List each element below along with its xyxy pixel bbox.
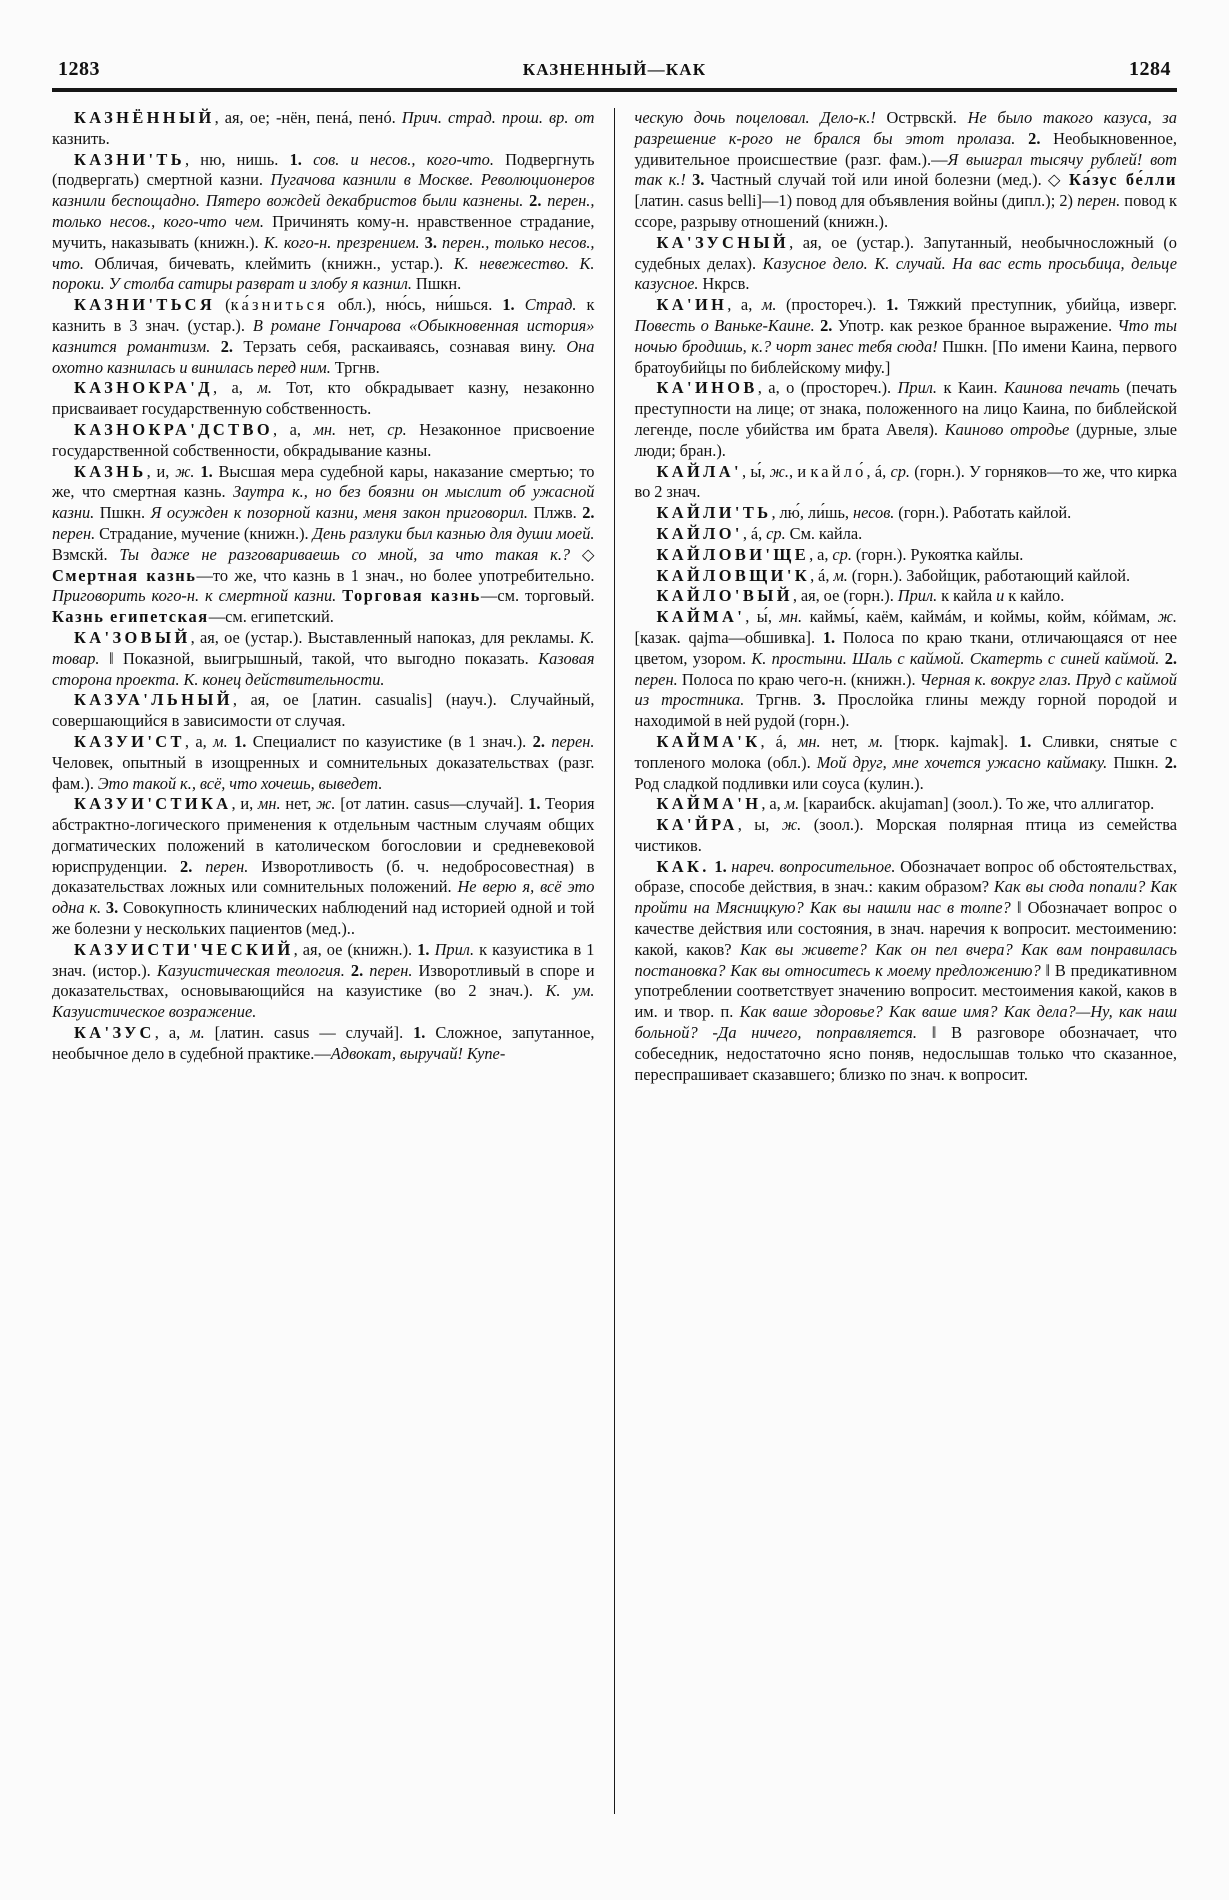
dictionary-entry: КАЗНИ'ТЬСЯ (ка́зниться обл.), ню́сь, ни́шься. 1. Страд. к казнить в 3 знач. (устар.). В романе Гончарова «Обыкновенная история» казнится романтизм. 2. Терзать себя, раскаиваясь, сознавая вину. Она охотно казнилась и винилась перед ним. Тргнв.	[52, 295, 595, 377]
dictionary-entry: КАЙЛИ'ТЬ, лю́, ли́шь, несов. (горн.). Работать кайлой.	[656, 503, 1072, 523]
dictionary-entry: КАЗНЬ, и, ж. 1. Высшая мера судебной кары, наказание смертью; то же, что смертная казнь. Заутра к., но без боязни он мыслит об ужасной казни. Пшкн. Я осужден к позорной казни, меня закон приговорил. Плжв. 2. перен. Страдание, мучение (книжн.). День разлуки был казнью для души моей. Взмскй. Ты даже не разговариваешь со мной, за что такая к.? ◇ Смертная казнь—то же, что казнь в 1 знач., но более употребительно. Приговорить кого-н. к смертной казни. Торговая казнь—см. торговый. Казнь египетская—см. египетский.	[52, 461, 595, 627]
columns-container	[52, 108, 1177, 1814]
dictionary-entry: КА'ИН, а, м. (простореч.). 1. Тяжкий преступник, убийца, изверг. Повесть о Ваньке-Каине. 2. Употр. как резкое бранное выражение. Что ты ночью бродишь, к.? чорт занес тебя сюда! Пшкн. [По имени Каина, первого братоубийцы по библейскому мифу.]	[634, 295, 1177, 377]
dictionary-entry: КАЙЛОВИ'ЩЕ, а, ср. (горн.). Рукоятка кайлы.	[656, 544, 1024, 564]
dictionary-entry: КА'ЗУС, а, м. [латин. casus — случай]. 1. Сложное, запутанное, необычное дело в судебной практике.—Адвокат, выручай! Купе-	[52, 1023, 595, 1063]
dictionary-entry: КАЗУА'ЛЬНЫЙ, ая, ое [латин. casualis] (науч.). Случайный, совершающийся в зависимости от случая.	[52, 690, 595, 731]
folio-right: 1284	[1128, 58, 1171, 80]
dictionary-entry: КАК. 1. нареч. вопросительное. Обозначает вопрос об обстоятельствах, образе, способе действия, в знач.: каким образом? Как вы сюда попали? Как пройти на Мясницкую? Как вы нашли нас в толпе? ‖ Обозначает вопрос о качестве действия или состояния, в знач. наречия к вопросит. местоимению: какой, каков? Как вы живете? Как он пел вчера? Как вам понравилась постановка? Как вы относитесь к моему предложению? ‖ В предикативном употреблении соответствует значению вопросит. местоимения какой, каков в им. и твор. п. Как ваше здоровье? Как ваше имя? Как дела?—Ну, как наш больной? -Да ничего, поправляется. ‖ В разговоре обозначает, что собеседник, недостаточно ясно поняв, недослышав только что сказанное, переспрашивает сказавшего; близко по знач. к вопросит.	[634, 856, 1177, 1084]
dictionary-entry: КА'ИНОВ, а, о (простореч.). Прил. к Каин. Каинова печать (печать преступности на лице; от знака, положенного на лицо Каина, по библейской легенде, после убийства им брата Авеля). Каиново отродье (дурные, злые люди; бран.).	[634, 378, 1177, 460]
folio-left: 1283	[58, 58, 100, 80]
dictionary-entry: КАЙЛО'ВЫЙ, ая, ое (горн.). Прил. к кайла и к кайло.	[656, 586, 1065, 606]
dictionary-entry: КА'ЙРА, ы, ж. (зоол.). Морская полярная птица из семейства чистиков.	[634, 815, 1177, 855]
dictionary-entry: КАЙМА', ы́, мн. каймы́, каём, каймáм, и коймы, койм, кóймам, ж. [казак. qajma—обшивка]. 1. Полоса по краю ткани, отличающаяся от нее цветом, узором. К. простыни. Шаль с каймой. Скатерть с синей каймой. 2. перен. Полоса по краю чего-н. (книжн.). Черная к. вокруг глаз. Пруд с каймой из тростника. Тргнв. 3. Прослойка глины между горной породой и находимой в ней рудой (горн.).	[634, 607, 1177, 731]
dictionary-entry: КА'ЗУСНЫЙ, ая, ое (устар.). Запутанный, необычносложный (о судебных делах). Казусное дело. К. случай. На вас есть просьбица, дельце казусное. Нкрсв.	[634, 232, 1177, 294]
dictionary-entry: КАЗНЁННЫЙ, ая, ое; -нён, пенá, пенó. Прич. страд. прош. вр. от казнить.	[52, 108, 595, 148]
entry-continuation: ческую дочь поцеловал. Дело-к.! Острвскй. Не было такого казуса, за разрешение к-рого не брался бы этот пролаза. 2. Необыкновенное, удивительное происшествие (разг. фам.).—Я выиграл тысячу рублей! вот так к.! 3. Частный случай той или иной болезни (мед.). ◇ Ка́зус бе́лли [латин. casus belli]—1) повод для объявления войны (дипл.); 2) перен. повод к ссоре, разрыву отношений (книжн.).	[634, 108, 1178, 231]
dictionary-entry: КАЙЛОВЩИ'К, á, м. (горн.). Забойщик, работающий кайлой.	[656, 565, 1131, 585]
dictionary-entry: КАЗНОКРА'Д, а, м. Тот, кто обкрадывает казну, незаконно присваивает государственную собственность.	[52, 378, 595, 419]
column-right	[615, 108, 1178, 1814]
header-rule	[52, 88, 1177, 92]
dictionary-entry: КА'ЗОВЫЙ, ая, ое (устар.). Выставленный напоказ, для рекламы. К. товар. ‖ Показной, выигрышный, такой, что выгодно показать. Казовая сторона проекта. К. конец действительности.	[52, 627, 595, 689]
dictionary-entry: КАЗУИСТИ'ЧЕСКИЙ, ая, ое (книжн.). 1. Прил. к казуистика в 1 знач. (истор.). Казуистическая теология. 2. перен. Изворотливый в споре и доказательствах, основывающийся на казуистике (во 2 знач.). К. ум. Казуистическое возражение.	[52, 939, 595, 1022]
dictionary-entry: КАЙЛА', ы́, ж., и кайло́, á, ср. (горн.). У горняков—то же, что кирка во 2 знач.	[634, 461, 1177, 502]
dictionary-entry: КАЙМА'К, á, мн. нет, м. [тюрк. kajmak]. 1. Сливки, снятые с топленого молока (обл.). Мой друг, мне хочется ужасно каймаку. Пшкн. 2. Род сладкой подливки или соуса (кулин.).	[634, 731, 1178, 793]
dictionary-entry: КАЗУИ'СТ, а, м. 1. Специалист по казуистике (в 1 знач.). 2. перен. Человек, опытный в изощренных и сомнительных доказательствах (разг. фам.). Это такой к., всё, что хочешь, выведет.	[52, 731, 595, 793]
dictionary-entry: КАЙЛО', á, ср. См. кайла.	[656, 523, 863, 543]
column-left	[52, 108, 615, 1814]
dictionary-entry: КАЙМА'Н, а, м. [караибск. akujaman] (зоол.). То же, что аллигатор.	[656, 794, 1155, 814]
dictionary-entry: КАЗНИ'ТЬ, ню, нишь. 1. сов. и несов., кого-что. Подвергнуть (подвергать) смертной казни. Пугачова казнили в Москве. Революционеров казнили беспощадно. Пятеро вождей декабристов были казнены. 2. перен., только несов., кого-что чем. Причинять кому-н. нравственное страдание, мучить, наказывать (книжн.). К. кого-н. презрением. 3. перен., только несов., что. Обличая, бичевать, клеймить (книжн., устар.). К. невежество. К. пороки. У столба сатиры разврат и злобу я казнил. Пшкн.	[52, 149, 595, 294]
dictionary-entry: КАЗУИ'СТИКА, и, мн. нет, ж. [от латин. casus—случай]. 1. Теория абстрактно-логического применения к отдельным частным случаям общих догматических положений в католическом богословии и средневековой юриспруденции. 2. перен. Изворотливость (б. ч. недобросовестная) в доказательствах ложных или сомнительных положений. Не верю я, всё это одна к. 3. Совокупность клинических наблюдений над историей одной и той же болезни у нескольких пациентов (мед.)..	[52, 794, 595, 939]
running-head	[52, 58, 1177, 81]
running-title: КАЗНЕННЫЙ—КАК	[522, 60, 707, 79]
dictionary-entry: КАЗНОКРА'ДСТВО, а, мн. нет, ср. Незаконное присвоение государственной собственности, обкрадывание казны.	[52, 419, 595, 460]
